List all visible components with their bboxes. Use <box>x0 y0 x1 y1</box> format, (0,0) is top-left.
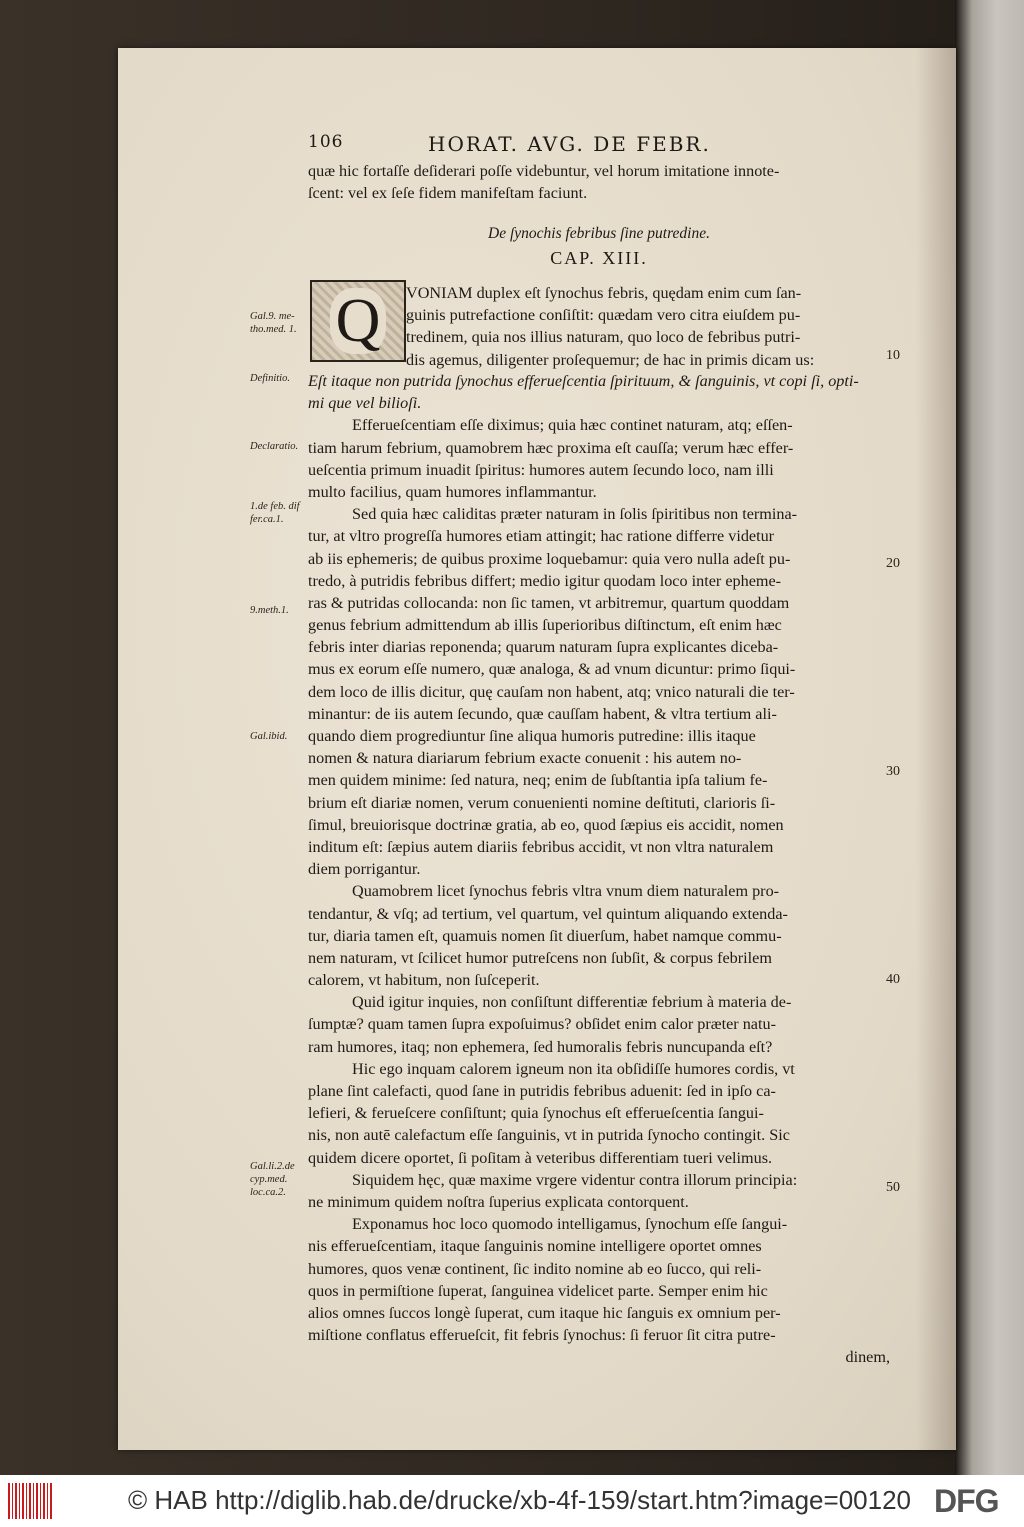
text-line: tiam harum febrium, quamobrem hæc proxima eſt cauſſa; verum hæc effer- <box>308 438 794 457</box>
margin-note: Gal.9. me- tho.med. 1. <box>250 311 297 335</box>
text-line: plane ſint calefacti, quod ſane in putridis febribus aduenit: ſed in ipſo ca- <box>308 1082 776 1100</box>
line-number: 10 <box>886 348 900 363</box>
text-line: minantur: de iis autem ſecundo, quæ cauſſam habent, & vltra tertium ali- <box>308 704 777 723</box>
footer-bar <box>0 1475 1024 1527</box>
text-line: diem porrigantur. <box>308 860 421 879</box>
text-line: nis efferueſcentiam, itaque ſanguinis nomine intelligere oportet omnes <box>308 1237 762 1256</box>
text-line: ram humores, itaq; non ephemera, ſed humoralis febris nuncupanda eſt? <box>308 1037 773 1056</box>
running-title: HORAT. AVG. DE FEBR. <box>428 132 711 156</box>
margin-note: Definitio. <box>250 373 290 384</box>
text-line: calorem, vt habitum, non ſuſceperit. <box>308 971 540 990</box>
text-line: ne minimum quidem noſtra ſuperius explicata contorquent. <box>308 1192 689 1211</box>
text-line: nis, non autē calefactum eſſe ſanguinis, vt in putrida ſynocho contingit. Sic <box>308 1126 790 1145</box>
text-line: dis agemus, diligenter proſequemur; de hac in primis dicam us: <box>406 350 815 369</box>
barcode-icon <box>8 1483 52 1519</box>
margin-note: Gal.li.2.de cyp.med. loc.ca.2. <box>250 1161 295 1198</box>
text-line: ras & putridas collocanda: non ſic tamen, vt arbitremur, quartum quoddam <box>308 593 790 612</box>
copyright-link[interactable]: © HAB http://diglib.hab.de/drucke/xb-4f-159/start.htm?image=00120 <box>128 1485 911 1515</box>
text-line: lefieri, & ferueſcere conſiſtunt; quia ſynochus eſt efferueſcentia ſangui- <box>308 1104 764 1123</box>
text-line: nem naturam, vt ſcilicet humor putreſcens non ſubſit, & corpus febrilem <box>308 948 772 967</box>
text-line: ab iis ephemeris; de quibus proxime loquebamur: quia vero nulla adeſt pu- <box>308 549 791 568</box>
catchword: dinem, <box>845 1348 890 1367</box>
text-line: guinis putrefactione conſiſtit: quædam vero citra eiuſdem pu- <box>406 306 801 325</box>
text-line: ueſcentia primum inuadit ſpiritus: humores autem ſecundo loco, nam illi <box>308 460 774 479</box>
line-number: 30 <box>886 764 900 779</box>
text-line: febris inter diarias reponenda; quarum naturam ſupra explicantes diceba- <box>308 638 779 657</box>
initial-letter: Q <box>330 288 387 354</box>
dfg-logo: DFG <box>934 1483 999 1519</box>
definition-line: mi que vel bilioſi. <box>308 394 422 413</box>
text-line: tredinem, quia nos illius naturam, quo loco de febribus putri- <box>406 328 801 347</box>
text-line: tendantur, & vſq; ad tertium, vel quartum, vel quintum aliquando extenda- <box>308 904 788 923</box>
text-line: tredo, à putridis febribus differt; medio igitur quodam loco inter epheme- <box>308 571 782 590</box>
margin-note: 9.meth.1. <box>250 605 289 616</box>
intro-paragraph <box>308 160 890 204</box>
text-line: ſumptæ? quam tamen ſupra expoſuimus? obſidet enim calor præter natu- <box>308 1015 776 1034</box>
text-line: VONIAM duplex eſt ſynochus febris, quędam enim cum ſan- <box>406 284 802 302</box>
margin-note: Gal.ibid. <box>250 731 288 742</box>
text-line: quidem dicere oportet, ſi poſitam à veteribus differentiam tueri velimus. <box>308 1148 773 1167</box>
text-line: multo facilius, quam humores inflammantur. <box>308 482 597 501</box>
margin-note: 1.de feb. dif fer.ca.1. <box>250 501 300 525</box>
text-line: humores, quos venæ continent, ſic indito nomine ab eo ſucco, qui reli- <box>308 1259 762 1278</box>
text-line: quæ hic fortaſſe deſiderari poſſe videbuntur, vel horum imitatione innote- <box>308 162 780 180</box>
text-line: alios omnes ſuccos longè ſuperat, cum itaque hic ſanguis ex omnium per- <box>308 1303 781 1322</box>
text-line: brium eſt diariæ nomen, verum conuenienti nomine deſtituti, clarioris ſi- <box>308 793 776 812</box>
text-line: quos in permiſtione ſuperat, ſanguinea videlicet parte. Semper enim hic <box>308 1281 768 1300</box>
text-line: dem loco de illis dicitur, quę cauſam non habent, atq; vnico naturali die ter- <box>308 682 795 701</box>
text-line: Siquidem hęc, quæ maxime vrgere videntur contra illorum principia: <box>352 1170 798 1189</box>
chapter-body <box>308 370 890 1368</box>
text-line: tur, diaria tamen eſt, quamuis nomen ſit diuerſum, habet namque commu- <box>308 926 782 945</box>
line-number: 20 <box>886 556 900 571</box>
chapter-title: De ſynochis febribus ſine putredine. <box>488 225 710 242</box>
text-line: ſcent: vel ex ſeſe fidem manifeſtam faciunt. <box>308 184 588 203</box>
text-line: miſtione conflatus efferueſcit, fit febris ſynochus: ſi feruor ſit citra putre- <box>308 1326 776 1345</box>
text-line: tur, at vltro progreſſa humores etiam attingit; hac ratione differre videtur <box>308 527 775 546</box>
line-number: 50 <box>886 1180 900 1195</box>
page-header <box>308 132 768 158</box>
text-line: Quid igitur inquies, non conſiſtunt differentiæ febrium à materia de- <box>352 993 792 1012</box>
text-line: genus febrium admittendum ab illis ſuperioribus diſtinctum, eſt enim hæc <box>308 616 782 635</box>
facing-page-edge <box>955 0 1024 1475</box>
decorated-initial <box>310 280 406 362</box>
text-line: nomen & natura diariarum febrium exacte conuenit : his autem no- <box>308 749 742 768</box>
chapter-opening <box>406 282 890 371</box>
text-line: Exponamus hoc loco quomodo intelligamus, ſynochum eſſe ſangui- <box>352 1215 788 1234</box>
text-line: Quamobrem licet ſynochus febris vltra vnum diem naturalem pro- <box>352 882 780 901</box>
text-line: Sed quia hæc caliditas præter naturam in ſolis ſpiritibus non termina- <box>352 505 798 524</box>
text-line: Efferueſcentiam eſſe diximus; quia hæc continet naturam, atq; eſſen- <box>352 416 793 435</box>
text-line: quando diem progrediuntur ſine aliqua humoris putredine: illis itaque <box>308 727 756 745</box>
text-line: Hic ego inquam calorem igneum non ita obſidiſſe humores cordis, vt <box>352 1059 795 1078</box>
text-line: mus ex eorum eſſe numero, quæ analoga, & ad vnum dicuntur: primo ſiqui- <box>308 660 796 679</box>
text-line: inditum eſt: ſæpius autem diariis febribus accidit, vt non vltra naturalem <box>308 837 774 856</box>
margin-note: Declaratio. <box>250 441 299 452</box>
text-line: ſimul, breuiorisque doctrinæ gratia, ab eo, quod ſæpius eis accidit, nomen <box>308 815 784 834</box>
definition-line: Eſt itaque non putrida ſynochus efferueſcentia ſpirituum, & ſanguinis, vt copi ſi, opti- <box>308 372 859 390</box>
text-line: men quidem minime: ſed natura, neq; enim de ſubſtantia ipſa talium fe- <box>308 771 768 790</box>
chapter-number: CAP. XIII. <box>550 248 648 268</box>
line-number: 40 <box>886 972 900 987</box>
page-number: 106 <box>308 132 344 152</box>
page-gutter-shadow <box>916 48 956 1450</box>
